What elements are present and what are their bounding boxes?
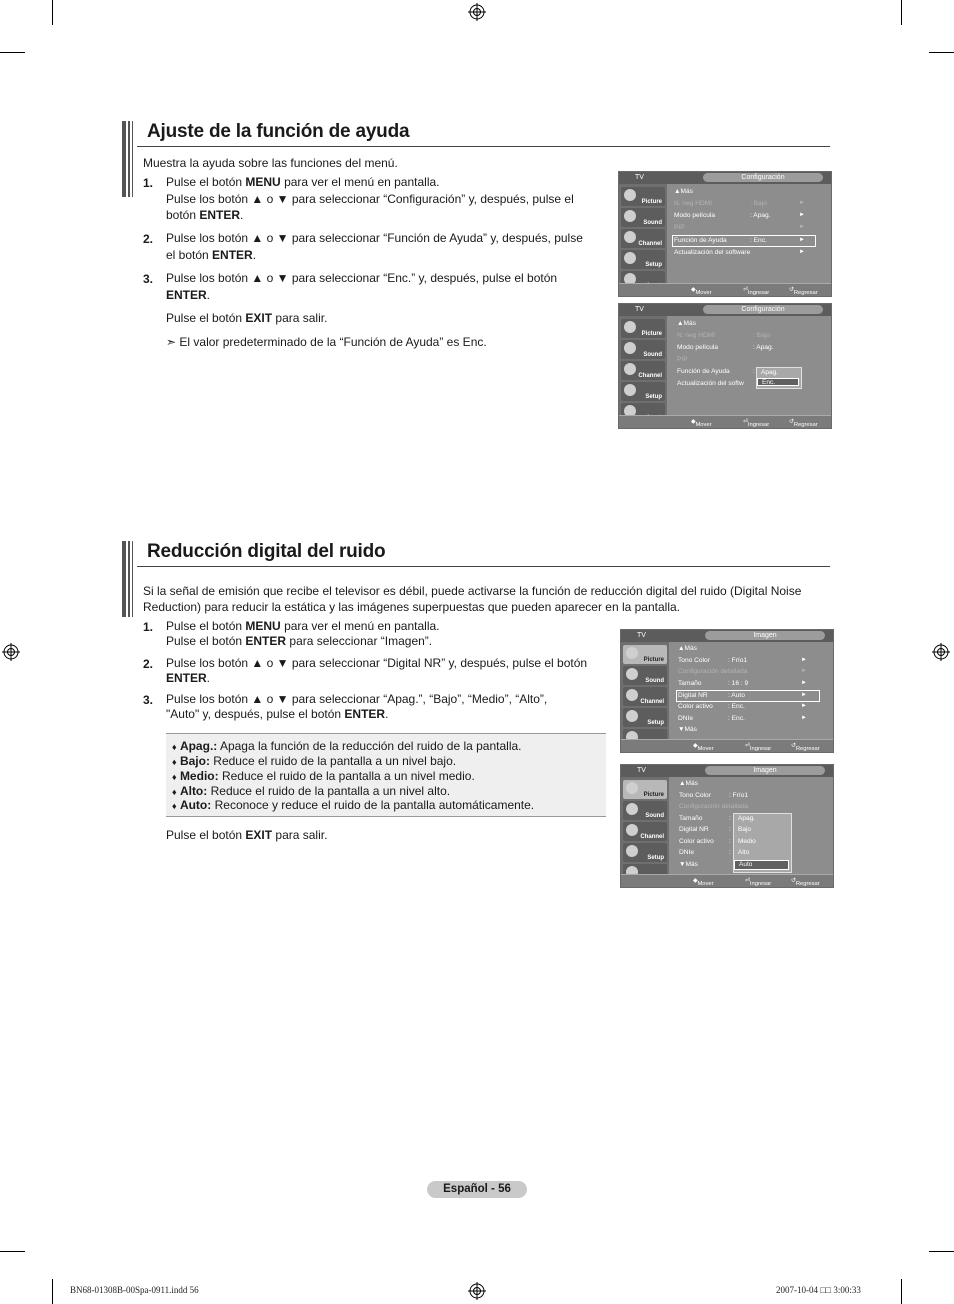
section-intro: Si la señal de emisión que recibe el televisor es débil, puede activarse la función de reducción digital del ruido (Digital Noise Reduction) para reducir la estática y las imágenes superpuestas que pueden aparecer en la pantalla.	[143, 584, 802, 614]
step-number: 2.	[143, 657, 154, 671]
option-item: ♦ Auto: Reconoce y reduce el ruido de la pantalla automáticamente.	[172, 798, 535, 812]
section-divider	[137, 566, 830, 567]
note-arrow-icon: ➣	[166, 335, 177, 349]
crop-mark	[929, 1251, 954, 1252]
section-bar-decoration	[122, 541, 134, 617]
channel-icon	[624, 231, 636, 243]
step-text: Pulse el botón MENU para ver el menú en pantalla. Pulse los botón ▲ o ▼ para seleccionar “Configuración” y, después, pulse el botón ENTER.	[166, 175, 574, 222]
page-number-badge: Español - 56	[427, 1181, 527, 1198]
step-text: Pulse el botón MENU para ver el menú en pantalla. Pulse el botón ENTER para seleccionar “Imagen”.	[166, 619, 440, 648]
section-title: Ajuste de la función de ayuda	[147, 121, 410, 142]
crop-mark	[901, 1279, 902, 1304]
crop-mark	[52, 1279, 53, 1304]
sound-icon	[626, 803, 638, 815]
tv-menu-screenshot: TV Configuración Picture Sound Channel Setup ▲Más N. neg HDMI : Bajo ► Modo película : Apag. ► PIP ► Función de Ayuda : Enc. ► Actualización del software ► ◆ Mover ⏎ Ingresar ↺ Regresar	[618, 171, 832, 297]
menu-title: Imagen	[705, 631, 825, 640]
default-note: ➣ El valor predeterminado de la “Función de Ayuda” es Enc.	[166, 335, 487, 349]
section-divider	[137, 146, 830, 147]
crop-mark	[0, 1251, 25, 1252]
options-box	[166, 733, 606, 817]
menu-title: Configuración	[703, 305, 823, 314]
tv-menu-screenshot: TV Imagen Picture Sound Channel Setup ▲Más Tono Color : Frío1 Configuración detallada Tamaño : Digital NR : Color activo : DNIe : ▼Más Apag. Bajo Medio Alto Auto ◆ Mover ⏎ Ingresar ↺ Regresar	[620, 764, 834, 888]
tv-menu-screenshot: TV Configuración Picture Sound Channel Setup ▲Más N. neg HDMI : Bajo Modo película : Apag. PIP Función de Ayuda : Actualización del softw Apag. Enc. ◆ Mover ⏎ Ingresar ↺ Regresar	[618, 303, 832, 429]
crop-mark	[929, 52, 954, 53]
registration-mark-icon	[468, 3, 486, 21]
step-text: Pulse los botón ▲ o ▼ para seleccionar “Apag.”, “Bajo”, “Medio”, “Alto”, "Auto" y, después, pulse el botón ENTER.	[166, 692, 548, 721]
picture-icon	[626, 782, 638, 794]
sound-icon	[626, 668, 638, 680]
picture-icon	[626, 647, 638, 659]
step-number: 3.	[143, 272, 154, 286]
option-item: ♦ Alto: Reduce el ruido de la pantalla a un nivel alto.	[172, 784, 451, 798]
step-text: Pulse los botón ▲ o ▼ para seleccionar “Enc.” y, después, pulse el botón ENTER.	[166, 271, 558, 302]
setup-icon	[626, 845, 638, 857]
section-bar-decoration	[122, 121, 134, 197]
exit-instruction: Pulse el botón EXIT para salir.	[166, 311, 328, 325]
registration-mark-icon	[468, 1282, 486, 1300]
registration-mark-icon	[2, 643, 20, 661]
channel-icon	[626, 689, 638, 701]
picture-icon	[624, 189, 636, 201]
step-number: 1.	[143, 176, 154, 190]
option-item: ♦ Apag.: Apaga la función de la reducción del ruido de la pantalla.	[172, 739, 522, 753]
date-slug: 2007-10-04 □□ 3:00:33	[776, 1285, 861, 1295]
step-text: Pulse los botón ▲ o ▼ para seleccionar “Función de Ayuda” y, después, pulse el botón ENTER.	[166, 231, 583, 262]
registration-mark-icon	[932, 643, 950, 661]
option-item: ♦ Bajo: Reduce el ruido de la pantalla a un nivel bajo.	[172, 754, 457, 768]
channel-icon	[626, 824, 638, 836]
setup-icon	[624, 384, 636, 396]
step-number: 1.	[143, 620, 154, 634]
step-text: Pulse los botón ▲ o ▼ para seleccionar “Digital NR” y, después, pulse el botón ENTER.	[166, 656, 588, 685]
setup-icon	[626, 710, 638, 722]
step-number: 2.	[143, 232, 154, 246]
sound-icon	[624, 210, 636, 222]
step-number: 3.	[143, 693, 154, 707]
picture-icon	[624, 321, 636, 333]
crop-mark	[901, 0, 902, 25]
crop-mark	[0, 52, 25, 53]
tv-menu-screenshot: TV Imagen Picture Sound Channel Setup ▲Más Tono Color : Frío1 ► Configuración detallada ► Tamaño : 16 : 9 ► Digital NR : Auto ► Color activo : Enc. ► DNIe : Enc. ► ▼Más ◆ Mover ⏎ Ingresar ↺ Regresar	[620, 629, 834, 753]
setup-icon	[624, 252, 636, 264]
section-title: Reducción digital del ruido	[147, 541, 386, 562]
option-popup: Apag. Enc.	[756, 367, 802, 389]
channel-icon	[624, 363, 636, 375]
menu-title: Imagen	[705, 766, 825, 775]
section-intro: Muestra la ayuda sobre las funciones del menú.	[143, 156, 398, 170]
crop-mark	[52, 0, 53, 25]
menu-title: Configuración	[703, 173, 823, 182]
file-slug: BN68-01308B-00Spa-0911.indd 56	[70, 1285, 199, 1295]
exit-instruction: Pulse el botón EXIT para salir.	[166, 828, 328, 842]
option-popup: Apag. Bajo Medio Alto Auto	[733, 813, 792, 873]
sound-icon	[624, 342, 636, 354]
option-item: ♦ Medio: Reduce el ruido de la pantalla a un nivel medio.	[172, 769, 475, 783]
